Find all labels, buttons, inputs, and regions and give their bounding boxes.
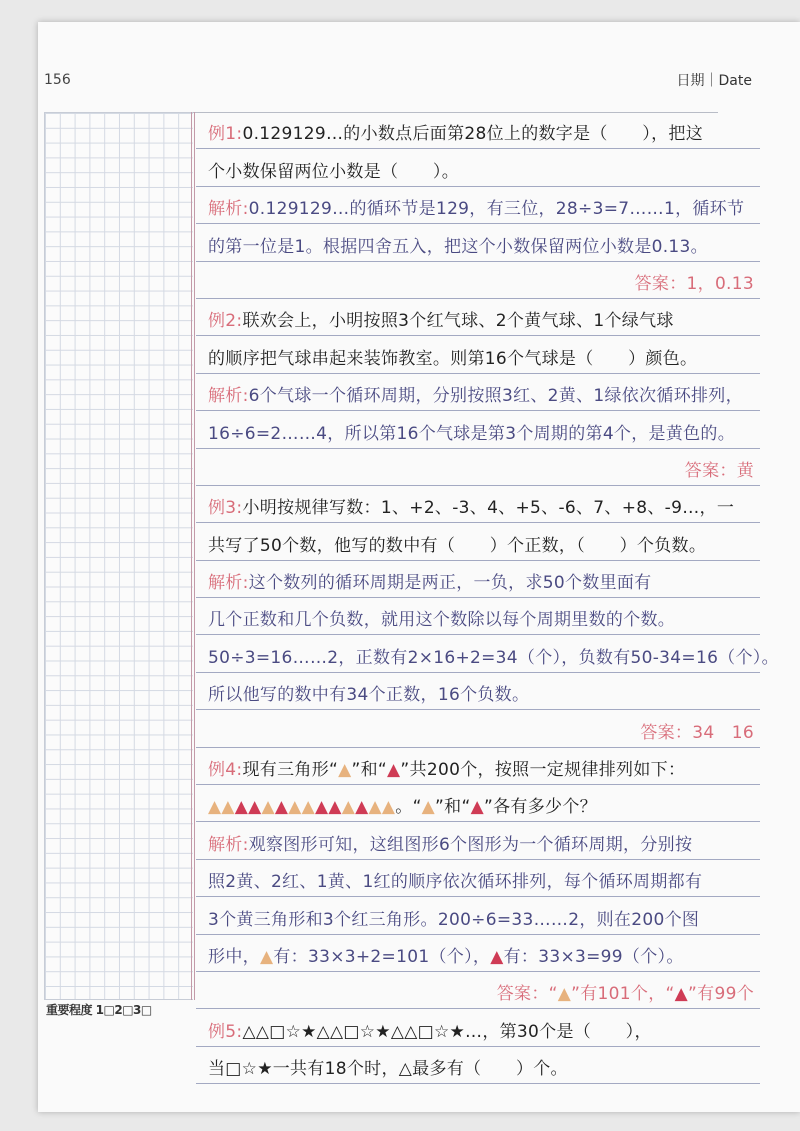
line-text: [208, 119, 703, 144]
triangle-icon: ▲: [259, 946, 274, 967]
triangle-icon: ▲: [557, 984, 572, 1005]
line-content: 0.129129…的小数点后面第28位上的数字是（ ），把这: [242, 124, 703, 145]
example-label: 解析:: [208, 573, 249, 594]
line-content: ▲▲▲▲▲▲▲▲▲▲▲▲▲▲。“▲”和“▲”各有多少个？: [208, 797, 597, 818]
triangle-icon: ▲: [381, 797, 396, 818]
line-content: 所以他写的数中有34个正数，16个负数。: [208, 685, 530, 706]
note-line: [196, 411, 760, 448]
triangle-icon: ▲: [301, 797, 315, 818]
line-text: [208, 232, 708, 257]
margin-line: [191, 112, 192, 1000]
line-content: △△□☆★△△□☆★△△□☆★…，第30个是（ ），: [242, 1021, 652, 1042]
triangle-icon: ▲: [387, 760, 401, 781]
line-content: 观察图形可知，这组图形6个图形为一个循环周期，分别按: [248, 834, 693, 855]
triangle-icon: ▲: [470, 797, 484, 818]
triangle-icon: ▲: [288, 797, 302, 818]
line-content: 形中，▲有：33×3+2=101（个），▲有：33×3=99（个）。: [208, 946, 684, 967]
line-content: 0.129129…的循环节是129，有三位，28÷3=7……1，循环节: [248, 199, 745, 220]
note-line: [196, 149, 760, 186]
line-text: [640, 718, 754, 743]
line-text: [208, 531, 706, 556]
example-label: 解析:: [208, 834, 249, 855]
line-text: [208, 792, 597, 817]
note-line: [196, 187, 760, 224]
note-line: [196, 1047, 760, 1084]
line-content: 共写了50个数，他写的数中有（ ）个正数，（ ）个负数。: [208, 535, 707, 556]
example-label: 解析:: [208, 199, 249, 220]
line-content: 小明按规律写数：1、+2、-3、4、+5、-6、7、+8、-9…，一: [242, 498, 735, 519]
line-text: [208, 306, 674, 331]
line-content: 答案：34 16: [640, 722, 754, 743]
line-content: 6个气球一个循环周期，分别按照3红、2黄、1绿依次循环排列，: [248, 386, 743, 407]
line-content: 的第一位是1。根据四舍五入，把这个小数保留两位小数是0.13。: [208, 236, 708, 257]
note-line: [196, 785, 760, 822]
note-line: [196, 449, 760, 486]
line-text: [208, 942, 684, 967]
line-content: 这个数列的循环周期是两正，一负，求50个数里面有: [248, 573, 652, 594]
note-line: [196, 561, 760, 598]
line-text: [208, 605, 675, 630]
note-line: [196, 710, 760, 747]
example-label: 例2:: [208, 311, 243, 332]
line-text: [208, 568, 651, 593]
note-line: [196, 972, 760, 1009]
triangle-icon: ▲: [341, 797, 356, 818]
margin-line: [194, 112, 195, 1000]
line-text: [208, 344, 697, 369]
triangle-icon: ▲: [234, 797, 249, 818]
line-text: [208, 381, 743, 406]
date-label: 日期｜Date: [676, 73, 752, 89]
note-line: [196, 860, 760, 897]
note-line: [196, 635, 779, 672]
line-content: 几个正数和几个负数，就用这个数除以每个周期里数的个数。: [208, 610, 676, 631]
line-text: [208, 194, 744, 219]
note-line: [196, 1009, 760, 1046]
triangle-icon: ▲: [355, 797, 369, 818]
triangle-icon: ▲: [368, 797, 382, 818]
line-content: 3个黄三角形和3个红三角形。200÷6=33……2，则在200个图: [208, 909, 700, 930]
line-text: [208, 830, 692, 855]
line-text: [208, 867, 702, 892]
line-content: 16÷6=2……4，所以第16个气球是第3个周期的第4个，是黄色的。: [208, 423, 736, 444]
triangle-icon: ▲: [328, 797, 342, 818]
triangle-icon: ▲: [674, 984, 689, 1005]
example-label: 例1:: [208, 124, 243, 145]
line-content: 个小数保留两位小数是（ ）。: [208, 161, 459, 182]
example-label: 例4:: [208, 760, 243, 781]
line-content: 的顺序把气球串起来装饰教室。则第16个气球是（ ）颜色。: [208, 348, 698, 369]
line-text: [208, 643, 779, 668]
note-line: [196, 897, 760, 934]
line-text: [497, 979, 754, 1004]
note-line: [196, 598, 760, 635]
line-text: [208, 1017, 652, 1042]
triangle-icon: ▲: [490, 946, 504, 967]
line-text: [685, 456, 754, 481]
example-label: 例5:: [208, 1021, 243, 1042]
line-text: [208, 157, 459, 182]
margin-grid: [44, 112, 193, 1000]
line-content: 联欢会上，小明按照3个红气球、2个黄气球、1个绿气球: [242, 311, 674, 332]
line-text: [208, 493, 734, 518]
note-line: [196, 262, 760, 299]
triangle-icon: ▲: [208, 797, 222, 818]
note-line: [196, 748, 760, 785]
note-line: [196, 673, 760, 710]
example-label: 解析:: [208, 386, 249, 407]
note-line: [196, 486, 760, 523]
triangle-icon: ▲: [261, 797, 275, 818]
line-text: [208, 419, 735, 444]
note-line: [196, 523, 760, 560]
note-line: [196, 336, 760, 373]
line-content: 现有三角形“▲”和“▲”共200个，按照一定规律排列如下：: [242, 760, 686, 781]
note-line: [196, 935, 760, 972]
note-line: [196, 374, 760, 411]
importance-rating: 重要程度 1□2□3□: [46, 1003, 152, 1017]
line-text: [208, 680, 529, 705]
triangle-icon: ▲: [315, 797, 329, 818]
triangle-icon: ▲: [421, 797, 436, 818]
note-line: [196, 112, 760, 149]
note-line: [196, 224, 760, 261]
line-text: [635, 269, 754, 294]
page-number: 156: [44, 72, 71, 88]
note-line: [196, 299, 760, 336]
note-lines: [196, 112, 779, 1084]
line-text: [208, 1054, 568, 1079]
line-content: 答案：黄: [684, 460, 754, 481]
line-content: 当□☆★一共有18个时，△最多有（ ）个。: [208, 1059, 568, 1080]
line-content: 答案：“▲”有101个，“▲”有99个: [496, 984, 754, 1005]
line-content: 50÷3=16……2，正数有2×16+2=34（个），负数有50-34=16（个）。: [208, 647, 779, 668]
line-text: [208, 755, 685, 780]
line-content: 照2黄、2红、1黄、1红的顺序依次循环排列，每个循环周期都有: [208, 872, 703, 893]
note-line: [196, 822, 760, 859]
line-content: 答案：1，0.13: [634, 273, 754, 294]
line-text: [208, 905, 699, 930]
triangle-icon: ▲: [221, 797, 235, 818]
triangle-icon: ▲: [274, 797, 289, 818]
triangle-icon: ▲: [248, 797, 262, 818]
triangle-icon: ▲: [338, 760, 352, 781]
example-label: 例3:: [208, 498, 243, 519]
